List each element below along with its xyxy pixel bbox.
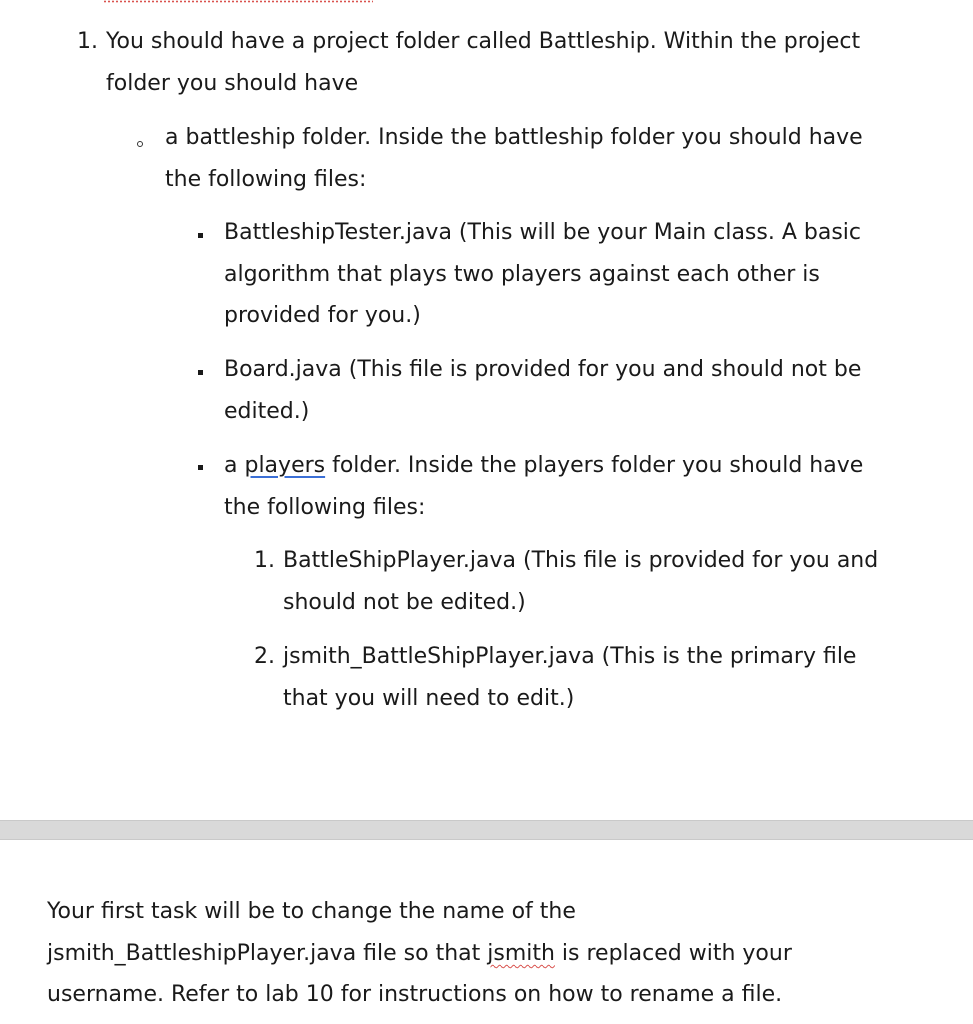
- player-file-2-line1: jsmith_BattleShipPlayer.java (This is the primary file: [283, 644, 857, 669]
- list-number-player-1: 1.: [254, 548, 275, 573]
- section1-line2: folder you should have: [106, 71, 359, 96]
- page-separator: [0, 820, 973, 840]
- document-page-bottom: [0, 840, 973, 1024]
- player-file-1-line2: should not be edited.): [283, 590, 526, 615]
- tester-file-line2: algorithm that plays two players against each other is: [224, 262, 820, 287]
- square-bullet-icon: [198, 233, 203, 238]
- task-line1: Your first task will be to change the name of the: [47, 899, 576, 924]
- task-line2-prefix: jsmith_BattleshipPlayer.java file so that: [47, 941, 488, 966]
- task-line3: username. Refer to lab 10 for instructions on how to rename a file.: [47, 982, 783, 1007]
- list-number-player-2: 2.: [254, 644, 275, 669]
- square-bullet-icon: [198, 465, 203, 470]
- tester-file-line1: BattleshipTester.java (This will be your Main class. A basic: [224, 220, 862, 245]
- task-line2-suffix: is replaced with your: [554, 941, 792, 966]
- tester-file-line3: provided for you.): [224, 303, 421, 328]
- circle-bullet-icon: [137, 141, 143, 147]
- players-folder-prefix: a: [224, 453, 245, 478]
- players-folder-line1: [224, 445, 863, 487]
- task-line2: [47, 933, 792, 975]
- board-file-line2: edited.): [224, 399, 310, 424]
- player-file-1-line1: BattleShipPlayer.java (This file is provided for you and: [283, 548, 879, 573]
- player-file-2-line2: that you will need to edit.): [283, 686, 575, 711]
- square-bullet-icon: [198, 370, 203, 375]
- battleship-folder-line2: the following files:: [165, 167, 367, 192]
- board-file-line1: Board.java (This file is provided for you and should not be: [224, 357, 862, 382]
- players-folder-suffix: folder. Inside the players folder you should have: [325, 453, 864, 478]
- spellcheck-squiggle: [103, 0, 373, 3]
- spellcheck-flagged-word[interactable]: jsmith: [487, 941, 555, 966]
- players-link[interactable]: players: [244, 453, 326, 478]
- players-folder-line2: the following files:: [224, 495, 426, 520]
- battleship-folder-line1: a battleship folder. Inside the battleship folder you should have: [165, 125, 863, 150]
- section1-line1: You should have a project folder called Battleship. Within the project: [106, 29, 861, 54]
- list-number-1: 1.: [77, 29, 98, 54]
